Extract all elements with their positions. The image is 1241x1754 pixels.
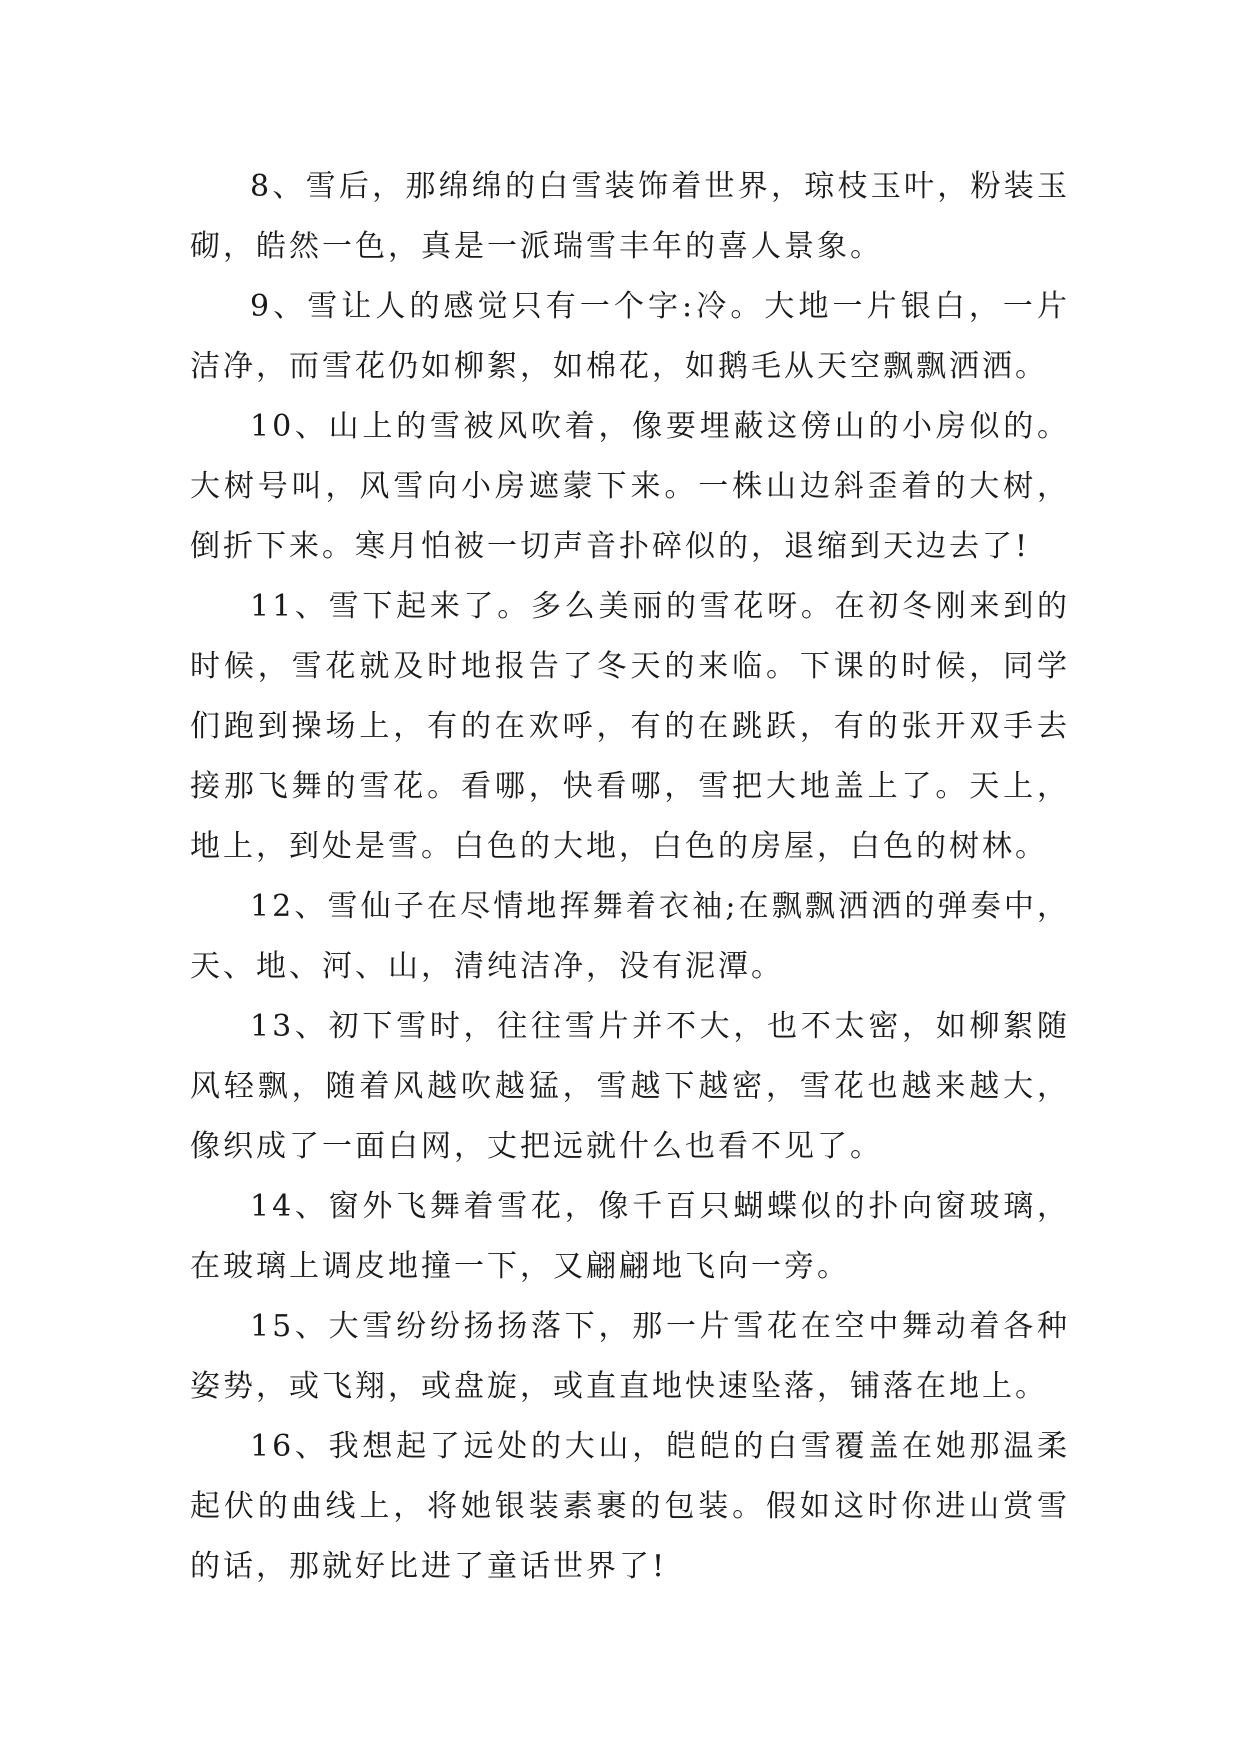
paragraph-9: 9、雪让人的感觉只有一个字:冷。大地一片银白，一片洁净，而雪花仍如柳絮，如棉花，如鹅毛从天空飘飘洒洒。: [190, 289, 1070, 384]
paragraph-15: 15、大雪纷纷扬扬落下，那一片雪花在空中舞动着各种姿势，或飞翔，或盘旋，或直直地快速坠落，铺落在地上。: [190, 1309, 1070, 1404]
paragraph-10: 10、山上的雪被风吹着，像要埋蔽这傍山的小房似的。大树号叫，风雪向小房遮蒙下来。一株山边斜歪着的大树，倒折下来。寒月怕被一切声音扑碎似的，退缩到天边去了!: [190, 409, 1070, 564]
paragraph-12: 12、雪仙子在尽情地挥舞着衣袖;在飘飘洒洒的弹奏中，天、地、河、山，清纯洁净，没有泥潭。: [190, 889, 1070, 984]
paragraph-16: 16、我想起了远处的大山，皑皑的白雪覆盖在她那温柔起伏的曲线上，将她银装素裹的包装。假如这时你进山赏雪的话，那就好比进了童话世界了!: [190, 1429, 1070, 1584]
paragraph-13: 13、初下雪时，往往雪片并不大，也不太密，如柳絮随风轻飘，随着风越吹越猛，雪越下越密，雪花也越来越大，像织成了一面白网，丈把远就什么也看不见了。: [190, 1009, 1070, 1164]
document-body: [190, 157, 1070, 1597]
paragraph-14: 14、窗外飞舞着雪花，像千百只蝴蝶似的扑向窗玻璃，在玻璃上调皮地撞一下，又翩翩地飞向一旁。: [190, 1189, 1070, 1284]
paragraph-11: 11、雪下起来了。多么美丽的雪花呀。在初冬刚来到的时候，雪花就及时地报告了冬天的来临。下课的时候，同学们跑到操场上，有的在欢呼，有的在跳跃，有的张开双手去接那飞舞的雪花。看哪，快看哪，雪把大地盖上了。天上，地上，到处是雪。白色的大地，白色的房屋，白色的树林。: [190, 589, 1070, 864]
paragraph-8: 8、雪后，那绵绵的白雪装饰着世界，琼枝玉叶，粉装玉砌，皓然一色，真是一派瑞雪丰年的喜人景象。: [190, 169, 1070, 264]
